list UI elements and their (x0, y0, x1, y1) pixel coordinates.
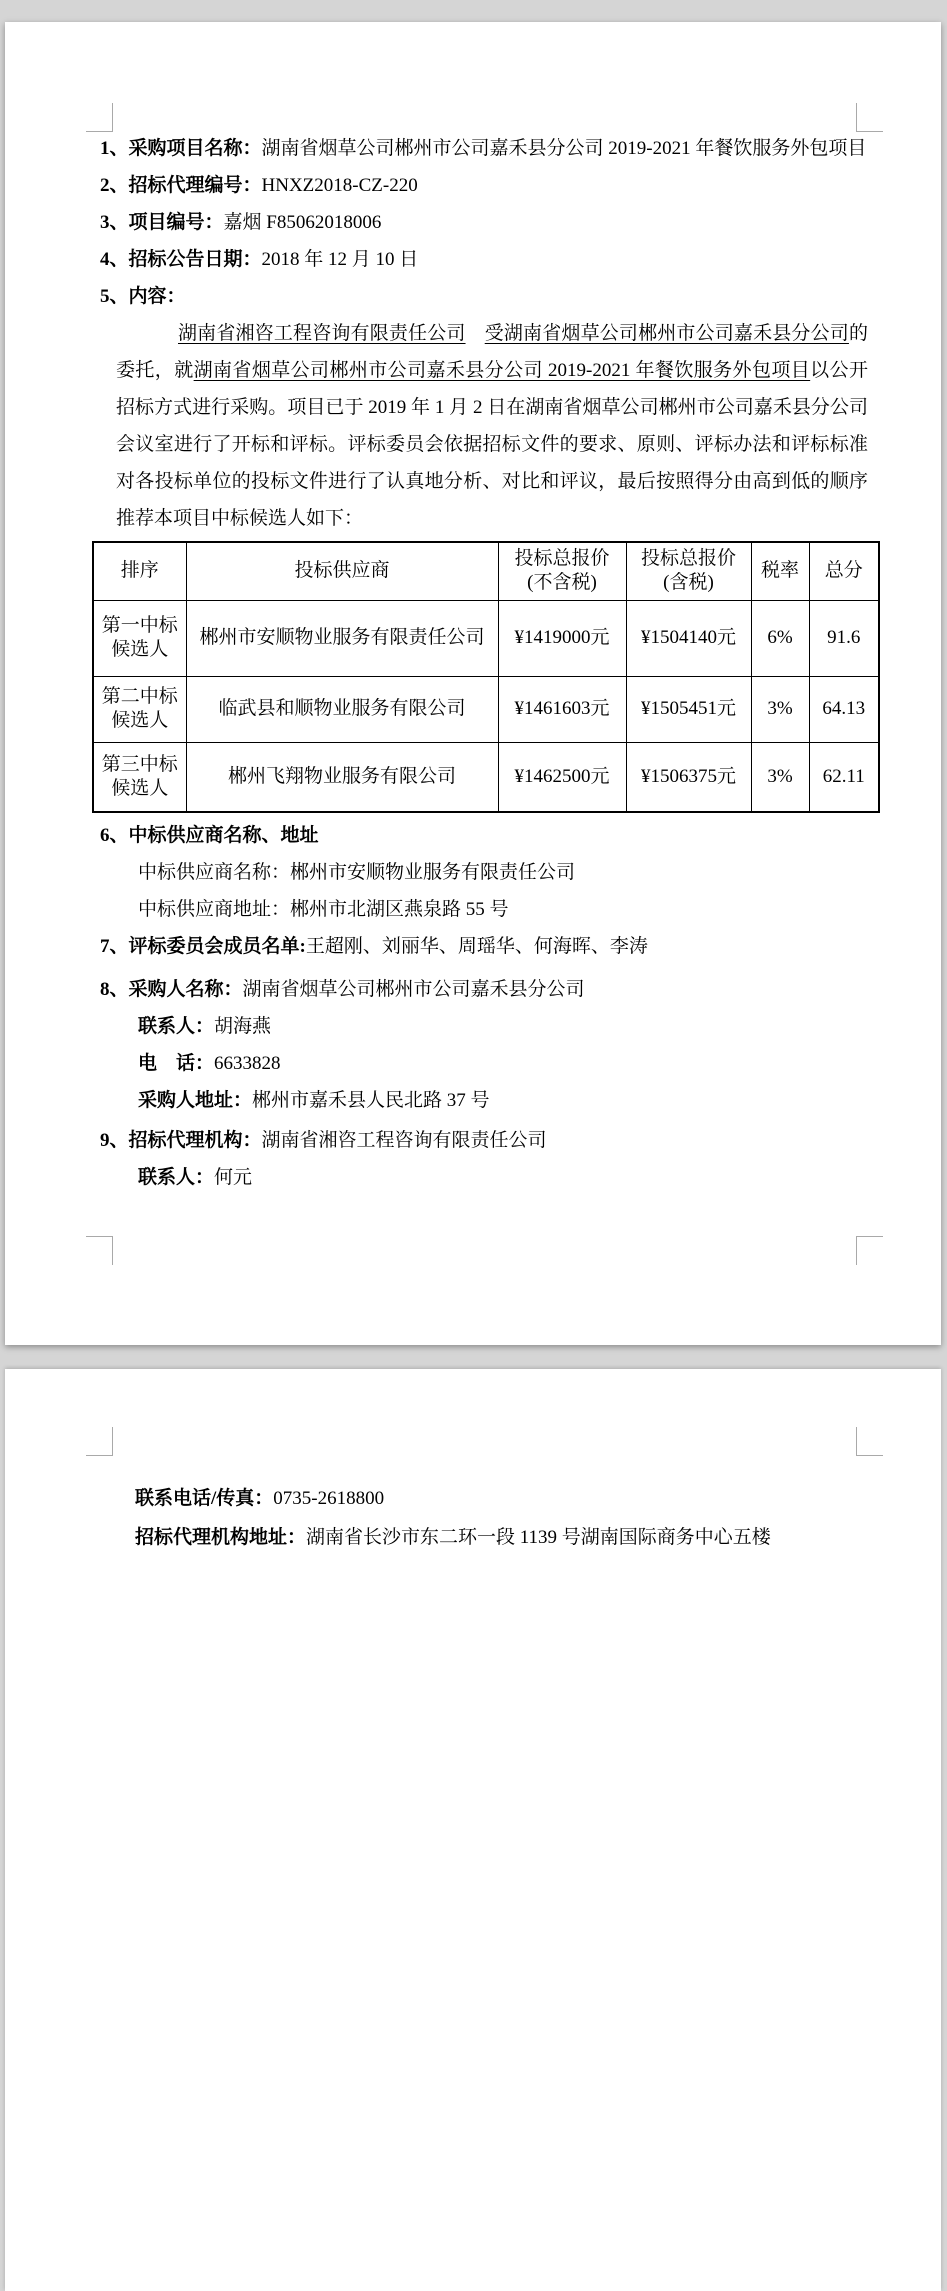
agent-phone-fax-value: 0735-2618800 (273, 1488, 385, 1509)
agent-contact-value: 何元 (214, 1167, 253, 1188)
committee-label: 7、评标委员会成员名单: (100, 936, 306, 957)
col-header-tax-rate: 税率 (751, 542, 809, 600)
cell-tax-rate: 3% (751, 742, 809, 812)
table-row-first-candidate (93, 600, 879, 676)
agent-address-label: 招标代理机构地址： (135, 1527, 307, 1548)
paragraph-gap (466, 323, 485, 344)
cell-rank: 第一中标候选人 (93, 600, 186, 676)
crop-mark-bottom-left (86, 1236, 113, 1265)
cell-supplier: 临武县和顺物业服务有限公司 (186, 676, 498, 742)
winner-address-line: 中标供应商地址：郴州市北湖区燕泉路 55 号 (138, 899, 509, 920)
cell-tax-rate: 3% (751, 676, 809, 742)
agent-phone-fax-label: 联系电话/传真： (135, 1488, 274, 1509)
list-item-announcement-date (100, 241, 883, 278)
crop-mark-top-left (86, 1427, 113, 1456)
document-page-1 (5, 22, 941, 1345)
purchaser-phone-label: 电 话： (138, 1053, 215, 1074)
content-heading-label: 5、内容： (100, 286, 186, 307)
agent-contact-label: 联系人： (138, 1167, 215, 1188)
list-item-winner-heading (100, 817, 883, 854)
col-header-price-excl-line2: (不含税) (527, 572, 597, 594)
agent-value: 湖南省湘咨工程咨询有限责任公司 (261, 1130, 547, 1151)
list-item-purchaser (100, 971, 883, 1008)
crop-mark-top-left (86, 103, 113, 132)
page-1-content (100, 130, 883, 1196)
purchaser-phone-line (138, 1045, 883, 1082)
cell-supplier: 郴州市安顺物业服务有限责任公司 (186, 600, 498, 676)
purchaser-label: 8、采购人名称： (100, 979, 243, 1000)
cell-price-excl: ¥1462500元 (498, 742, 626, 812)
list-item-agent (100, 1122, 883, 1159)
paragraph-underlined-purchaser: 受湖南省烟草公司郴州市公司嘉禾县分公司 (484, 323, 849, 344)
winner-heading-label: 6、中标供应商名称、地址 (100, 825, 319, 846)
announcement-date-label: 4、招标公告日期： (100, 249, 262, 270)
col-header-rank: 排序 (93, 542, 186, 600)
purchaser-address-label: 采购人地址： (138, 1090, 253, 1111)
cell-score: 64.13 (809, 676, 879, 742)
list-item-agency-number (100, 167, 883, 204)
content-paragraph (116, 315, 868, 537)
agent-address-value: 湖南省长沙市东二环一段 1139 号湖南国际商务中心五楼 (306, 1527, 771, 1548)
table-row-third-candidate (93, 742, 879, 812)
list-item-content-heading (100, 278, 883, 315)
list-item-committee (100, 928, 883, 965)
col-header-price-excl-tax (498, 542, 626, 600)
announcement-date-value: 2018 年 12 月 10 日 (261, 249, 419, 270)
agency-number-label: 2、招标代理编号： (100, 175, 262, 196)
winner-name-line: 中标供应商名称：郴州市安顺物业服务有限责任公司 (138, 862, 576, 883)
project-number-value: 嘉烟 F85062018006 (223, 212, 382, 233)
committee-members: 王超刚、刘丽华、周瑶华、何海晖、李涛 (305, 936, 648, 957)
col-header-total-score: 总分 (809, 542, 879, 600)
agent-address-line (135, 1518, 895, 1557)
document-page-2 (5, 1369, 941, 2291)
paragraph-underlined-agency: 湖南省湘咨工程咨询有限责任公司 (178, 323, 466, 344)
cell-price-excl: ¥1461603元 (498, 676, 626, 742)
agency-number-value: HNXZ2018-CZ-220 (261, 175, 418, 196)
cell-score: 91.6 (809, 600, 879, 676)
paragraph-plain-1: 的委托，就 (116, 323, 868, 381)
cell-supplier: 郴州飞翔物业服务有限公司 (186, 742, 498, 812)
cell-tax-rate: 6% (751, 600, 809, 676)
project-name-value: 湖南省烟草公司郴州市公司嘉禾县分公司 2019-2021 年餐饮服务外包项目 (261, 138, 867, 159)
paragraph-underlined-project: 湖南省烟草公司郴州市公司嘉禾县分公司 2019-2021 年餐饮服务外包项目 (193, 360, 811, 381)
project-number-label: 3、项目编号： (100, 212, 224, 233)
cell-score: 62.11 (809, 742, 879, 812)
col-header-price-incl-line1: 投标总报价 (640, 548, 736, 570)
cell-price-incl: ¥1504140元 (626, 600, 751, 676)
agent-phone-fax-line (135, 1479, 895, 1518)
crop-mark-bottom-right (856, 1236, 883, 1265)
crop-mark-top-right (856, 1427, 883, 1456)
crop-mark-top-right (856, 103, 883, 132)
bid-candidates-table (92, 541, 880, 813)
col-header-price-excl-line1: 投标总报价 (514, 548, 610, 570)
purchaser-contact-label: 联系人： (138, 1016, 215, 1037)
page-2-content (135, 1479, 895, 1557)
project-name-label: 1、采购项目名称： (100, 138, 262, 159)
col-header-price-incl-tax (626, 542, 751, 600)
agent-label: 9、招标代理机构： (100, 1130, 262, 1151)
cell-price-excl: ¥1419000元 (498, 600, 626, 676)
cell-price-incl: ¥1505451元 (626, 676, 751, 742)
agent-contact-line (138, 1159, 883, 1196)
list-item-project-name (100, 130, 883, 167)
purchaser-contact-line (138, 1008, 883, 1045)
table-row-second-candidate (93, 676, 879, 742)
paragraph-plain-2: 以公开招标方式进行采购。项目已于 2019 年 1 月 2 日在湖南省烟草公司郴州市公司嘉禾县分公司会议室进行了开标和评标。评标委员会依据招标文件的要求、原则、评标办法和评标标准对各投标单位的投标文件进行了认真地分析、对比和评议，最后按照得分由高到低的顺序推荐本项目中标候选人如下： (116, 360, 868, 529)
list-item-project-number (100, 204, 883, 241)
purchaser-address-value: 郴州市嘉禾县人民北路 37 号 (252, 1090, 490, 1111)
cell-rank: 第三中标候选人 (93, 742, 186, 812)
table-header-row (93, 542, 879, 600)
purchaser-value: 湖南省烟草公司郴州市公司嘉禾县分公司 (242, 979, 585, 1000)
col-header-price-incl-line2: (含税) (663, 572, 714, 594)
purchaser-contact-value: 胡海燕 (214, 1016, 272, 1037)
col-header-supplier: 投标供应商 (186, 542, 498, 600)
purchaser-address-line (138, 1082, 883, 1119)
cell-rank: 第二中标候选人 (93, 676, 186, 742)
cell-price-incl: ¥1506375元 (626, 742, 751, 812)
purchaser-phone-value: 6633828 (214, 1053, 281, 1074)
